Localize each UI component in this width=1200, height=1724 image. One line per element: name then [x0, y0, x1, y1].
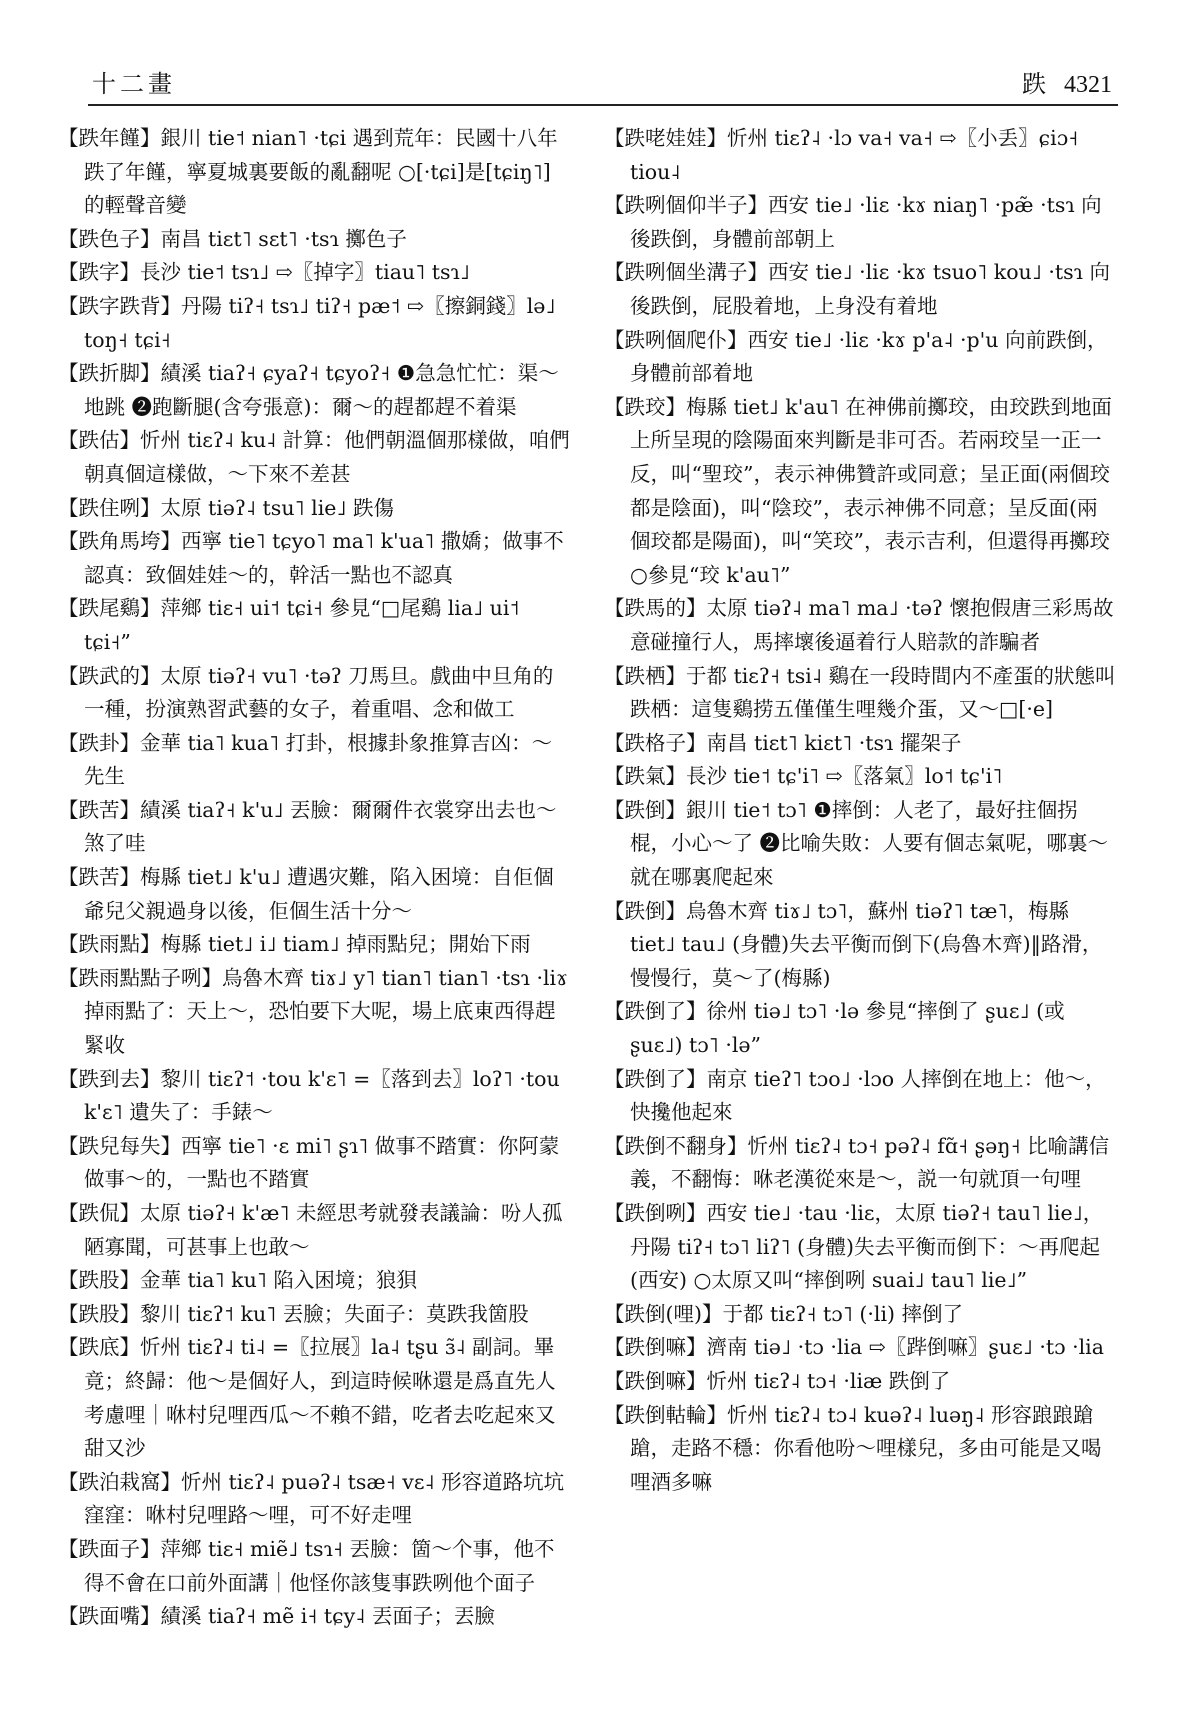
dictionary-entry	[58, 1466, 570, 1533]
dictionary-entry	[58, 1130, 570, 1197]
entry-definition: 西安 tie˩ ·liɛ ·kɤ p'a˨ ·p'u 向前跌倒，身體前部着地	[630, 327, 1108, 386]
entry-headword: 【跌字跌背】	[58, 293, 181, 318]
entry-definition: 忻州 tiɛʔ˨ ·lɔ va˧ va˧ ⇨〖小丢〗ɕiɔ˧ tiou˨	[630, 126, 1079, 184]
entry-definition: 西安 tie˩ ·tau ·liɛ，太原 tiəʔ˧ tau˥ lie˩，丹陽 tiʔ˧ tɔ˥ liʔ˥ (身體)失去平衡而倒下：～再爬起(西安) ○太原又叫“摔倒咧 suai˩ tau˥ lie˩”	[630, 1201, 1104, 1293]
entry-headword: 【跌尾鷄】	[58, 596, 161, 621]
left-column	[58, 122, 570, 1634]
entry-definition: 績溪 tiaʔ˧ k'u˩ 丟臉：爾爾件衣裳穿出去也～煞了哇	[84, 797, 557, 856]
dictionary-entry	[58, 660, 570, 727]
entry-definition: 濟南 tiə˩ ·tɔ ·lia ⇨〖跸倒嘛〗ʂuɛ˩ ·tɔ ·lia	[706, 1335, 1104, 1360]
dictionary-entry	[58, 357, 570, 424]
entry-definition: 忻州 tiɛʔ˨ tɔ˧ pəʔ˨ fɑ̃˧ ʂəŋ˧ 比喻講信義，不翻悔：咻老漢從來是～，説一句就頂一句哩	[630, 1133, 1110, 1192]
dictionary-entry	[58, 122, 570, 223]
page-header	[88, 60, 1118, 106]
entry-headword: 【跌苦】	[58, 865, 140, 890]
right-column	[604, 122, 1116, 1499]
entry-definition: 烏魯木齊 tiɤ˩ y˥ tian˥ tian˥ ·tsɿ ·liɤ 掉雨點了：天上～，恐怕要下大呢，場上底東西得趕緊收	[84, 965, 568, 1058]
dictionary-entry	[604, 391, 1116, 593]
entry-headword: 【跌倒(哩)】	[604, 1301, 723, 1326]
dictionary-entry	[58, 1298, 570, 1332]
dictionary-entry	[604, 1130, 1116, 1197]
dictionary-entry	[58, 794, 570, 861]
entry-definition: 梅縣 tiet˩ k'au˥ 在神佛前擲珓，由珓跌到地面上所呈現的陰陽面來判斷是非可否。若兩珓呈一正一反，叫“聖珓”，表示神佛贊許或同意；呈正面(兩個珓都是陰面)，叫“陰珓”，表示神佛不同意；呈反面(兩個珓都是陽面)，叫“笑珓”，表示吉利，但還得再擲珓 ○參見“珓 k'au˥”	[630, 394, 1112, 587]
dictionary-entry	[58, 1264, 570, 1298]
entry-definition: 忻州 tiɛʔ˨ tɔ˨ kuəʔ˨ luəŋ˨ 形容踉踉蹌蹌，走路不穩：你看他吩～哩樣兒，多由可能是又喝哩酒多嘛	[630, 1402, 1102, 1494]
entry-headword: 【跌苦】	[58, 797, 140, 822]
entry-headword: 【跌咧個仰半子】	[604, 193, 768, 218]
entry-definition: 忻州 tiɛʔ˨ ku˨ 計算：他們朝溫個那樣做，咱們朝真個這樣做，～下來不差甚	[84, 428, 570, 486]
dictionary-entry	[58, 256, 570, 290]
dictionary-entry	[58, 1063, 570, 1130]
entry-headword: 【跌股】	[58, 1268, 140, 1293]
dictionary-entry	[604, 1365, 1116, 1399]
dictionary-entry	[604, 660, 1116, 727]
entry-headword: 【跌氣】	[604, 764, 686, 789]
entry-definition: 西安 tie˩ ·liɛ ·kɤ niaŋ˥ ·pæ̃ ·tsɿ 向後跌倒，身體前部朝上	[630, 193, 1102, 251]
entry-headword: 【跌色子】	[58, 226, 161, 251]
entry-definition: 忻州 tiɛʔ˨ puəʔ˨ tsæ˧ vɛ˨ 形容道路坑坑窪窪：咻村兒哩路～哩，可不好走哩	[84, 1469, 565, 1528]
entry-definition: 忻州 tiɛʔ˨ ti˨ =〖拉展〗la˨ tʂu ɜ̃˨ 副詞。畢竟；終歸：他～是個好人，到這時候咻還是爲直先人考慮哩｜咻村兒哩西瓜～不賴不錯，吃者去吃起來又甜又沙	[84, 1335, 556, 1461]
dictionary-entry	[604, 1298, 1116, 1332]
entry-headword: 【跌咧個爬仆】	[604, 327, 748, 352]
dictionary-entry	[604, 995, 1116, 1062]
entry-headword: 【跌咧個坐溝子】	[604, 260, 768, 285]
entry-headword: 【跌武的】	[58, 663, 161, 688]
entry-definition: 長沙 tie˦ tsɿ˩ ⇨〖掉字〗tiau˥ tsɿ˩	[140, 260, 470, 285]
entry-definition: 金華 tia˥ ku˥ 陷入困境；狼狽	[140, 1268, 417, 1293]
dictionary-entry	[604, 1063, 1116, 1130]
entry-headword: 【跌雨點】	[58, 932, 161, 957]
dictionary-entry	[58, 1197, 570, 1264]
entry-definition: 萍鄉 tiɛ˧ ui˦ tɕi˧ 參見“□尾鷄 lia˩ ui˦ tɕi˧”	[84, 596, 520, 654]
entry-definition: 績溪 tiaʔ˧ ɕyaʔ˧ tɕyoʔ˧ ❶急急忙忙：渠～地跳 ❷跑斷腿(含夸張意)：爾～的趕都趕不着渠	[84, 361, 559, 419]
entry-definition: 忻州 tiɛʔ˨ tɔ˧ ·liæ 跌倒了	[706, 1368, 951, 1393]
entry-headword: 【跌格子】	[604, 730, 707, 755]
entry-definition: 金華 tia˥ kua˥ 打卦，根據卦象推算吉凶：～先生	[84, 730, 553, 789]
entry-definition: 績溪 tiaʔ˧ mẽ i˧ tɕy˨ 丟面子；丟臉	[160, 1604, 495, 1629]
entry-definition: 西安 tie˩ ·liɛ ·kɤ tsuo˥ kou˩ ·tsɿ 向後跌倒，屁股着地，上身没有着地	[630, 260, 1110, 318]
entry-headword: 【跌咾娃娃】	[604, 126, 727, 150]
entry-headword: 【跌泊栽窩】	[58, 1469, 181, 1494]
entry-definition: 萍鄉 tiɛ˧ miẽ˩ tsɿ˧ 丟臉：箇～个事，他不得不會在口前外面講｜他怪你該隻事跌咧他个面子	[84, 1536, 555, 1595]
dictionary-entry	[58, 727, 570, 794]
dictionary-entry	[604, 1331, 1116, 1365]
page-number: 4321	[1064, 72, 1112, 98]
dictionary-entry	[58, 1331, 570, 1465]
entry-definition: 南昌 tiɛt˥ sɛt˥ ·tsɿ 擲色子	[160, 226, 407, 251]
dictionary-entry	[604, 189, 1116, 256]
dictionary-entry	[604, 760, 1116, 794]
entry-definition: 烏魯木齊 tiɤ˩ tɔ˥，蘇州 tiəʔ˥ tæ˥，梅縣 tiet˩ tau˩ (身體)失去平衡而倒下(烏魯木齊)‖路滑，慢慢行，莫～了(梅縣)	[630, 898, 1103, 990]
dictionary-entry	[58, 962, 570, 1063]
dictionary-entry	[58, 592, 570, 659]
entry-definition: 南昌 tiɛt˥ kiɛt˥ ·tsɿ 擺架子	[706, 730, 962, 755]
entry-headword: 【跌倒不翻身】	[604, 1133, 748, 1158]
entry-definition: 南京 tieʔ˥ tɔo˩ ·lɔo 人摔倒在地上：他～，快攙他起來	[630, 1066, 1106, 1125]
entry-definition: 黎川 tiɛʔ˦ ·tou k'ɛ˥ =〖落到去〗loʔ˥ ·tou k'ɛ˥ 遺失了：手錶～	[84, 1066, 560, 1125]
entry-headword: 【跌面嘴】	[58, 1604, 161, 1629]
dictionary-entry	[58, 1600, 570, 1634]
entry-definition: 丹陽 tiʔ˧ tsɿ˩ tiʔ˧ pæ˦ ⇨〖擦銅錢〗lə˩ toŋ˧ tɕi˧	[84, 293, 556, 352]
entry-headword: 【跌雨點點子咧】	[58, 965, 222, 990]
entry-headword: 【跌股】	[58, 1301, 140, 1326]
entry-headword: 【跌倒了】	[604, 999, 707, 1024]
entry-definition: 西寧 tie˥ ·ɛ mi˥ ʂɿ˥ 做事不踏實：你阿蒙做事～的，一點也不踏實	[84, 1133, 560, 1192]
entry-headword: 【跌角馬垮】	[58, 529, 181, 554]
entry-definition: 黎川 tiɛʔ˦ ku˥ 丟臉；失面子：莫跌我箇股	[140, 1301, 529, 1326]
dictionary-entry	[58, 424, 570, 491]
dictionary-entry	[58, 1533, 570, 1600]
dictionary-entry	[58, 525, 570, 592]
dictionary-entry	[58, 861, 570, 928]
dictionary-entry	[58, 492, 570, 526]
entry-definition: 太原 tiəʔ˧ k'æ˥ 未經思考就發表議論：吩人孤陋寡聞，可甚事上也敢～	[84, 1201, 563, 1259]
entry-definition: 太原 tiəʔ˨ ma˥ ma˩ ·təʔ 懷抱假唐三彩馬故意碰撞行人，馬摔壞後逼着行人賠款的詐騙者	[630, 596, 1114, 654]
dictionary-entry	[58, 290, 570, 357]
entry-headword: 【跌到去】	[58, 1066, 161, 1091]
entry-definition: 于都 tiɛʔ˧ tsi˨ 鷄在一段時間内不產蛋的狀態叫跌栖：這隻鷄捞五僅僅生哩幾介蛋，又～□[·e]	[630, 663, 1116, 722]
entry-definition: 銀川 tie˦ tɔ˥ ❶摔倒：人老了，最好拄個拐棍，小心～了 ❷比喻失敗：人要有個志氣呢，哪裏～就在哪裏爬起來	[630, 797, 1109, 890]
page-locator	[1022, 64, 1112, 99]
entry-headword: 【跌珓】	[604, 394, 686, 419]
dictionary-entry	[604, 122, 1116, 189]
entry-headword: 【跌底】	[58, 1335, 140, 1360]
section-title: 十二畫	[92, 70, 176, 98]
entry-headword: 【跌字】	[58, 260, 140, 285]
entry-headword: 【跌估】	[58, 428, 140, 453]
dictionary-entry	[604, 727, 1116, 761]
entry-definition: 徐州 tiə˩ tɔ˥ ·lə 參見“摔倒了 ʂuɛ˩ (或 ʂuɛ˩) tɔ˥ ·lə”	[630, 999, 1065, 1058]
entry-headword: 【跌馬的】	[604, 596, 707, 621]
entry-definition: 西寧 tie˥ tɕyo˥ ma˥ k'ua˥ 撒嬌；做事不認真：致個娃娃～的，幹活一點也不認真	[84, 529, 564, 587]
entry-headword: 【跌倒了】	[604, 1066, 707, 1091]
entry-headword: 【跌倒嘛】	[604, 1335, 707, 1360]
entry-headword: 【跌侃】	[58, 1201, 140, 1225]
dictionary-entry	[58, 223, 570, 257]
entry-definition: 太原 tiəʔ˧ vu˥ ·təʔ 刀馬旦。戲曲中旦角的一種，扮演熟習武藝的女子，着重唱、念和做工	[84, 663, 554, 722]
dictionary-entry	[604, 256, 1116, 323]
entry-headword: 【跌倒嘛】	[604, 1368, 707, 1393]
entry-headword: 【跌年饉】	[58, 126, 161, 150]
entry-headword: 【跌倒咧】	[604, 1201, 707, 1225]
entry-headword: 【跌折脚】	[58, 361, 161, 386]
dictionary-entry	[604, 1399, 1116, 1500]
entry-headword: 【跌兒每失】	[58, 1133, 181, 1158]
dictionary-entry	[604, 794, 1116, 895]
entry-headword: 【跌面子】	[58, 1536, 161, 1561]
entry-headword: 【跌倒】	[604, 898, 686, 923]
entry-headword: 【跌倒】	[604, 797, 686, 822]
entry-definition: 于都 tiɛʔ˧ tɔ˥ (·li) 摔倒了	[722, 1301, 964, 1326]
entry-headword: 【跌栖】	[604, 663, 686, 688]
dictionary-entry	[58, 928, 570, 962]
entry-headword: 【跌卦】	[58, 730, 140, 755]
entry-definition: 梅縣 tiet˩ i˩ tiam˩ 掉雨點兒；開始下雨	[160, 932, 531, 957]
dictionary-entry	[604, 1197, 1116, 1298]
dictionary-entry	[604, 324, 1116, 391]
head-character: 跌	[1022, 70, 1046, 98]
dictionary-entry	[604, 592, 1116, 659]
entry-definition: 太原 tiəʔ˨ tsu˥ lie˩ 跌傷	[160, 495, 395, 520]
dictionary-entry	[604, 895, 1116, 996]
entry-definition: 梅縣 tiet˩ k'u˩ 遭遇灾難，陷入困境：自佢個爺兒父親過身以後，佢個生活十分～	[84, 865, 554, 923]
entry-definition: 銀川 tie˦ nian˥ ·tɕi 遇到荒年：民國十八年跌了年饉，寧夏城裏要飯的亂翻呢 ○[·tɕi]是[tɕiŋ˥]的輕聲音變	[84, 126, 558, 218]
entry-headword: 【跌住咧】	[58, 495, 161, 520]
entry-definition: 長沙 tie˦ tɕ'i˥ ⇨〖落氣〗lo˦ tɕ'i˥	[686, 764, 1003, 789]
entry-headword: 【跌倒軲輪】	[604, 1402, 727, 1427]
